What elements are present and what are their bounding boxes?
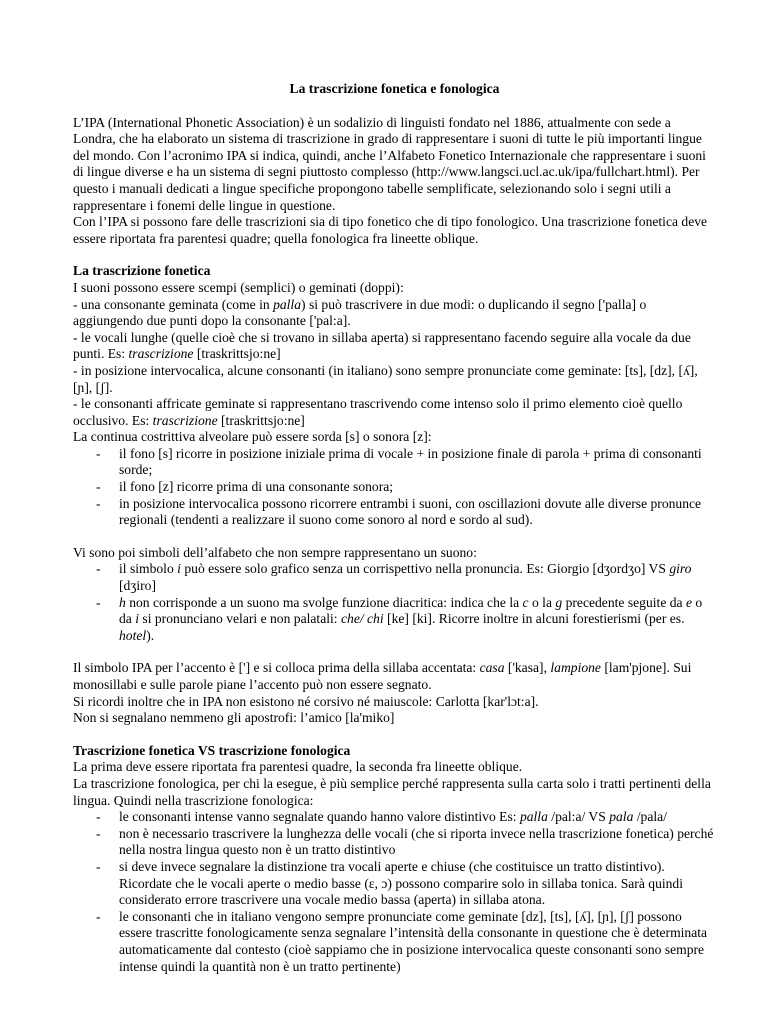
text-line: Si ricordi inoltre che in IPA non esistono né corsivo né maiuscole: Carlotta [kar'lɔt:a]. — [73, 693, 539, 709]
section-heading: Trascrizione fonetica VS trascrizione fonologica — [73, 742, 351, 758]
list-item: - le consonanti intense vanno segnalate quando hanno valore distintivo Es: palla /pal:a/ VS pala /pala/ — [96, 809, 667, 825]
list-item: - in posizione intervocalica possono ricorrere entrambi i suoni, con oscillazioni dovute alle diverse pronunce regionali (tendenti a realizzare il suono come sonoro al nord e sordo al sud). — [96, 495, 702, 528]
list-item: - il fono [s] ricorre in posizione iniziale prima di vocale + in posizione finale di parola + prima di consonanti sorde; — [96, 445, 702, 478]
list-item: - si deve invece segnalare la distinzione tra vocali aperte e chiuse (che costituisce un tratto distintivo). Ricordate che le vocali aperte o medio basse (ɛ, ɔ) possono comparire solo in sillaba tonica. Sarà quindi considerato errore trascrivere una vocale medio bassa (aperta) in sillaba atona. — [96, 858, 684, 908]
list-item: - non è necessario trascrivere la lunghezza delle vocali (che si riporta invece nella trascrizione fonetica) perché nella nostra lingua questo non è un tratto distintivo — [96, 825, 714, 858]
text-line: La prima deve essere riportata fra parentesi quadre, la seconda fra lineette oblique. — [73, 759, 523, 775]
text-line: - le consonanti affricate geminate si rappresentano trascrivendo come intenso solo il primo elemento cioè quello occlusivo. Es: trascrizione [traskrittsjo:ne] — [73, 396, 683, 428]
text-line: Non si segnalano nemmeno gli apostrofi: l’amico [la'miko] — [73, 710, 395, 726]
list-item: - il fono [z] ricorre prima di una consonante sonora; — [96, 479, 394, 495]
document-title: La trascrizione fonetica e fonologica — [289, 81, 500, 96]
text-line: - in posizione intervocalica, alcune consonanti (in italiano) sono sempre pronunciate come geminate: [ts], [dz], [ʎ], [ɲ], [ʃ]. — [73, 362, 698, 395]
intro-paragraph: L’IPA (International Phonetic Association) è un sodalizio di linguisti fondato nel 1886, attualmente con sede a Londra, che ha elaborato un sistema di trascrizione in grado di rappresentare i suoni di tutte le più importanti lingue del mondo. Con l’acronimo IPA si indica, quindi, anche l’Alfabeto Fonetico Internazionale che rappresentare i suoni di lingue diverse e ha un sistema di segni piuttosto complesso (http://www.langsci.ucl.ac.uk/ipa/fullchart.html). Per questo i manuali dedicati a lingue specifiche propongono tabelle semplificate, selezionando solo i segni utili a rappresentare i fonemi delle lingue in questione. — [73, 114, 706, 213]
text-line: I suoni possono essere scempi (semplici) o geminati (doppi): — [73, 279, 404, 295]
section-heading: La trascrizione fonetica — [73, 263, 211, 279]
text-line: La trascrizione fonologica, per chi la esegue, è più semplice perché rappresenta sulla carta solo i tratti pertinenti della lingua. Quindi nella trascrizione fonologica: — [73, 775, 711, 808]
list-item: - h non corrisponde a un suono ma svolge funzione diacritica: indica che la c o la g precedente seguite da e o da i si pronunciano velari e non palatali: che/ chi [ke] [ki]. Ricorre inoltre in alcuni forestierismi (per es. hotel). — [96, 594, 703, 643]
list-item: - il simbolo i può essere solo grafico senza un corrispettivo nella pronuncia. Es: Giorgio [dʒordʒo] VS giro [dʒiro] — [96, 561, 692, 594]
text-line: Il simbolo IPA per l’accento è ['] e si colloca prima della sillaba accentata: casa ['kasa], lampione [lam'pjone]. Sui monosillabi e sulle parole piane l’accento può non essere segnato. — [73, 660, 692, 692]
text-line: La continua costrittiva alveolare può essere sorda [s] o sonora [z]: — [73, 429, 432, 445]
text-line: - una consonante geminata (come in palla) si può trascrivere in due modi: o duplicando il segno ['palla] o aggiungendo due punti dopo la consonante ['pal:a]. — [73, 296, 647, 329]
intro-paragraph-2: Con l’IPA si possono fare delle trascrizioni sia di tipo fonetico che di tipo fonologico. Una trascrizione fonetica deve essere riportata fra parentesi quadre; quella fonologica fra lineette oblique. — [73, 214, 708, 246]
text-line: Vi sono poi simboli dell’alfabeto che non sempre rappresentano un suono: — [73, 544, 477, 560]
list-item: - le consonanti che in italiano vengono sempre pronunciate come geminate [dz], [ts], [ʎ], [ɲ], [ʃ] possono essere trascritte fonologicamente senza segnalare l’intensità della consonante in questione che è determinata automaticamente dal contesto (cioè sappiamo che in posizione intervocalica queste consonanti sono sempre intense quindi la quantità non è un tratto pertinente) — [96, 908, 708, 974]
section-trascrizione-fonetica — [73, 263, 716, 529]
section-simboli — [73, 545, 716, 645]
section-accento — [73, 660, 716, 726]
text-line: - le vocali lunghe (quelle cioè che si trovano in sillaba aperta) si rappresentano facendo seguire alla vocale da due punti. Es: trascrizione [traskrittsjo:ne] — [73, 329, 691, 362]
section-fonetica-vs-fonologica — [73, 743, 716, 975]
